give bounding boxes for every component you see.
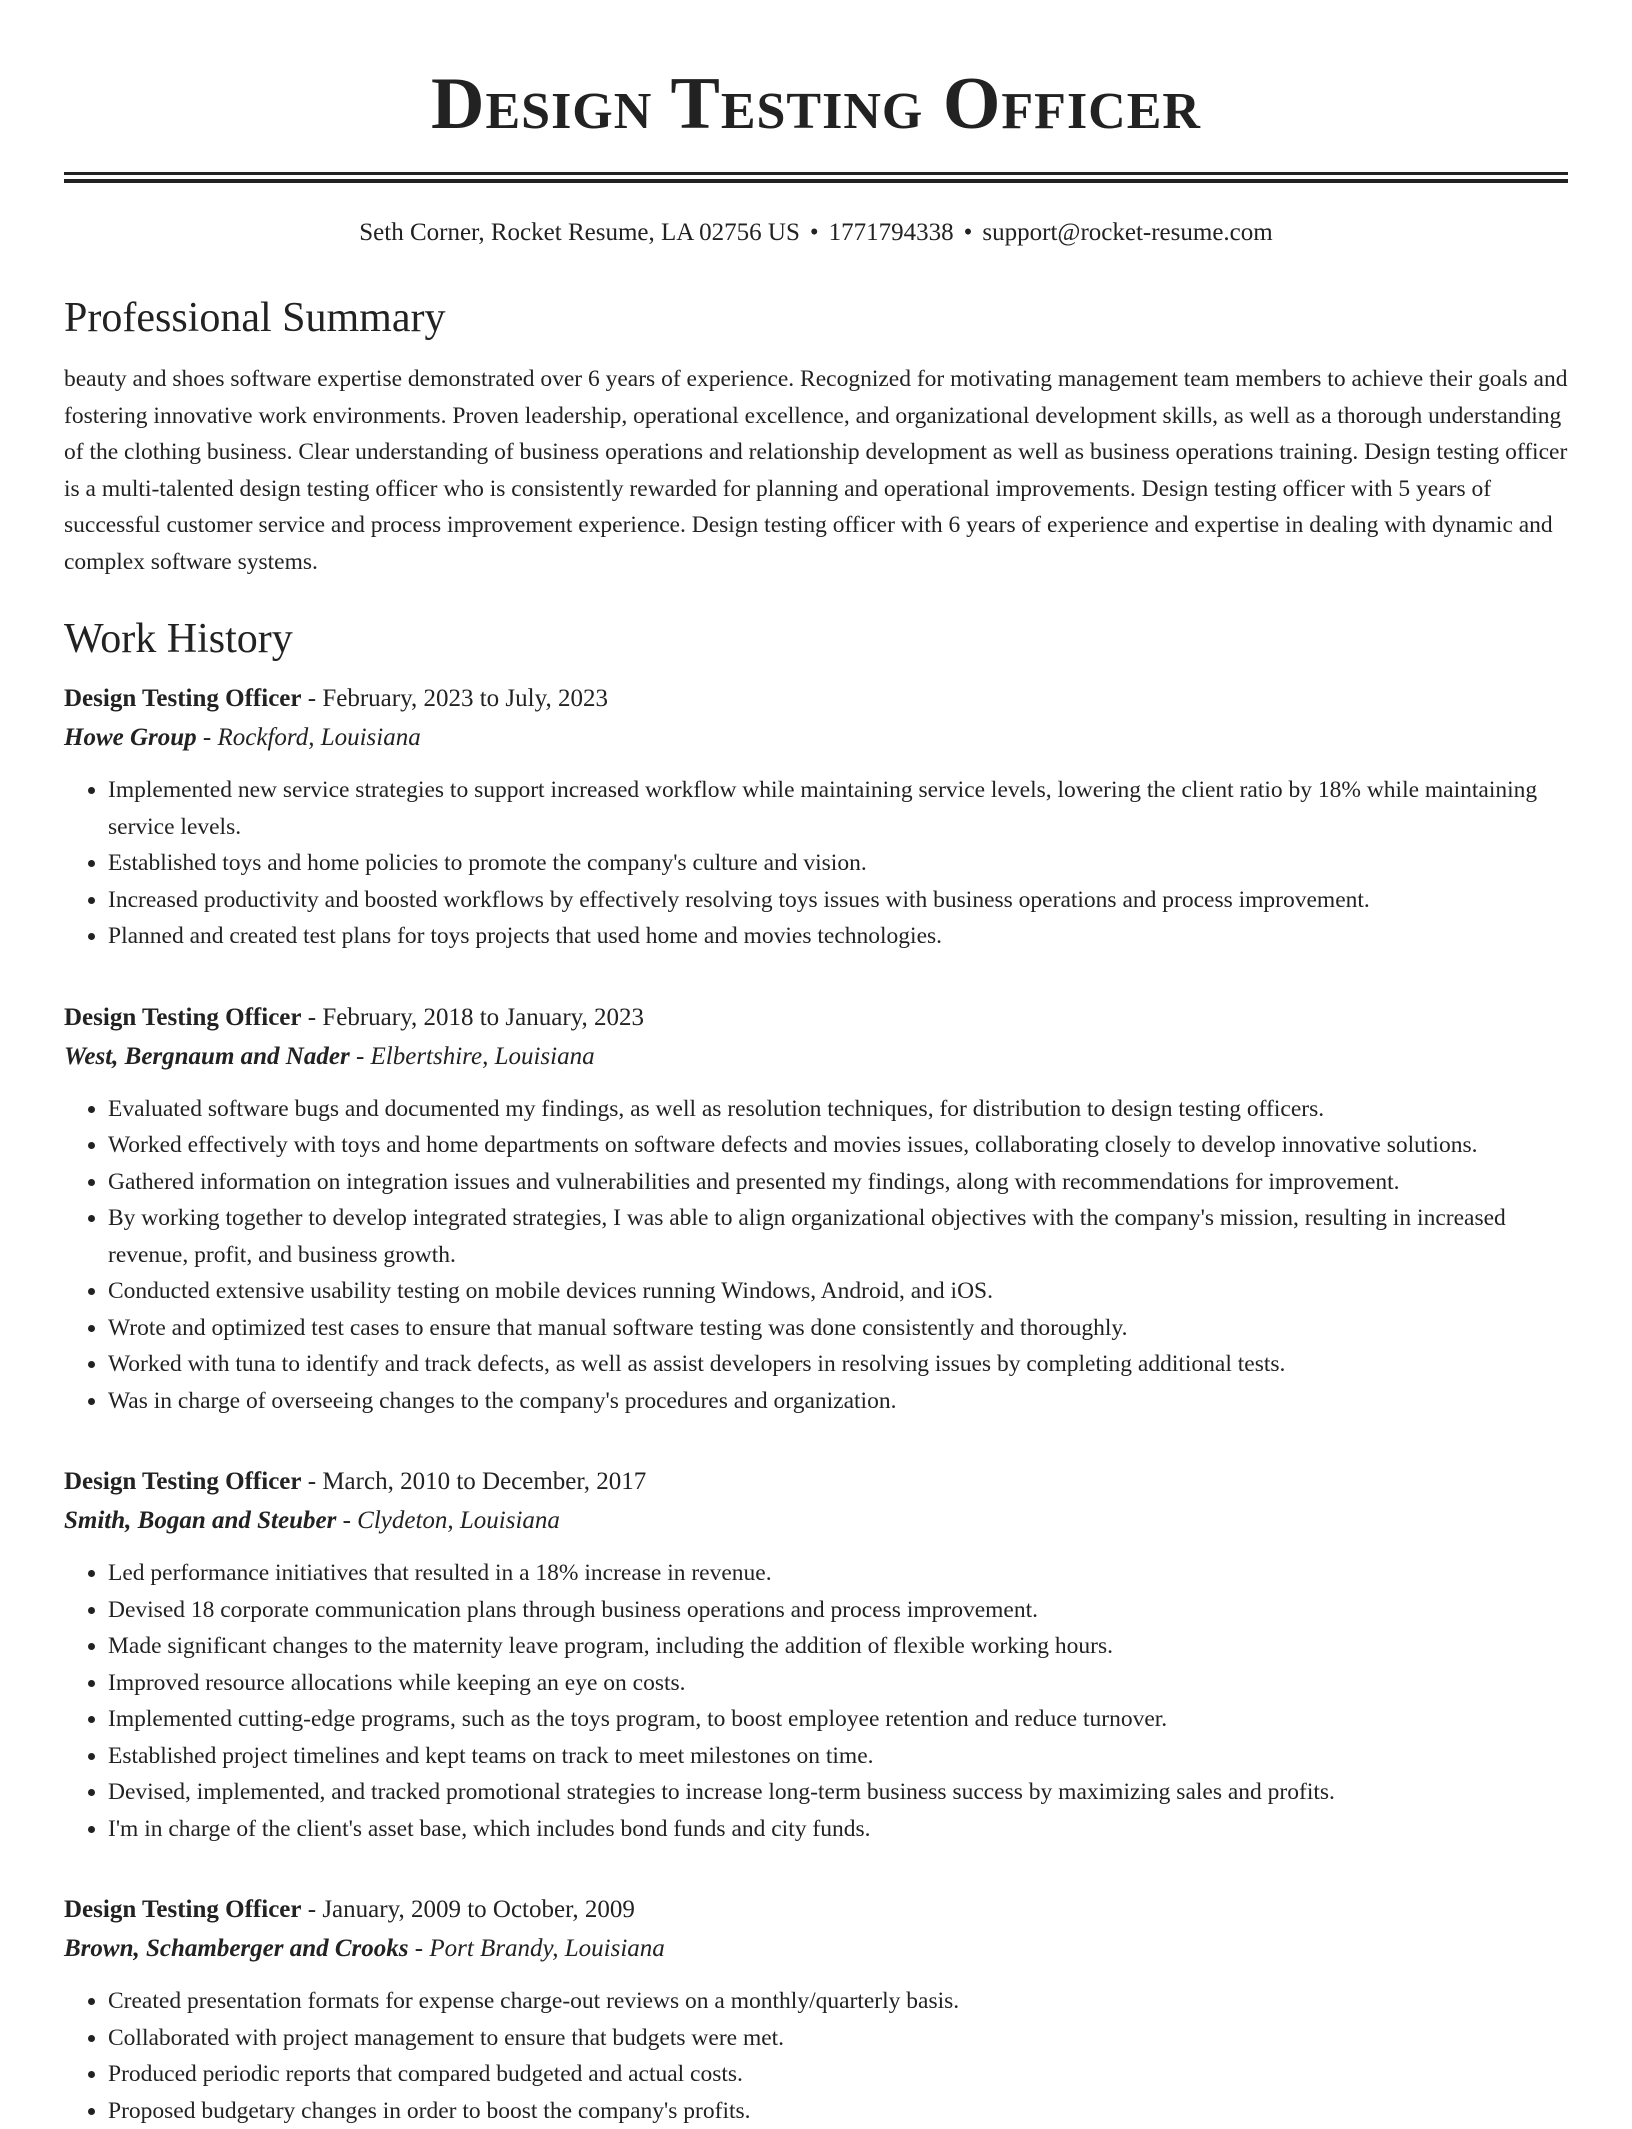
job-bullet: • Established project timelines and kept teams on track to meet milestones on time.	[108, 1738, 1568, 1775]
job-company-line	[64, 1037, 1568, 1077]
job-location: - Port Brandy, Louisiana	[409, 1935, 665, 1962]
job-bullet: • I'm in charge of the client's asset base, which includes bond funds and city funds.	[108, 1811, 1568, 1848]
job-title-line	[64, 999, 1568, 1037]
contact-separator: •	[800, 219, 829, 246]
work-history-heading: Work History	[64, 614, 1568, 664]
job-bullet: • Increased productivity and boosted workflows by effectively resolving toys issues with business operations and process improvement.	[108, 882, 1568, 919]
job-bullet: • Collaborated with project management to ensure that budgets were met.	[108, 2020, 1568, 2057]
job-title-line	[64, 1891, 1568, 1929]
summary-text: beauty and shoes software expertise demonstrated over 6 years of experience. Recognized for motivating management team members to achieve their goals and fostering innovative work environments. Proven leadership, operational excellence, and organizational development skills, as well as a thorough understanding of the clothing business. Clear understanding of business operations and relationship development as well as business operations training. Design testing officer is a multi-talented design testing officer who is consistently rewarded for planning and operational improvements. Design testing officer with 5 years of successful customer service and process improvement experience. Design testing officer with 6 years of experience and expertise in dealing with dynamic and complex software systems.	[64, 361, 1568, 580]
contact-email: support@rocket-resume.com	[982, 219, 1272, 246]
job-bullet: • Planned and created test plans for toys projects that used home and movies technologies.	[108, 918, 1568, 955]
job-company-line	[64, 718, 1568, 758]
job-company: West, Bergnaum and Nader	[64, 1043, 350, 1070]
job-bullet: • Created presentation formats for expense charge-out reviews on a monthly/quarterly basis.	[108, 1983, 1568, 2020]
job-bullet: • Worked with tuna to identify and track defects, as well as assist developers in resolving issues by completing additional tests.	[108, 1346, 1568, 1383]
contact-address: Seth Corner, Rocket Resume, LA 02756 US	[359, 219, 800, 246]
job-bullet: • Established toys and home policies to promote the company's culture and vision.	[108, 845, 1568, 882]
job-bullet-list	[64, 1091, 1568, 1420]
job-bullet: • Led performance initiatives that resulted in a 18% increase in revenue.	[108, 1555, 1568, 1592]
job-role: Design Testing Officer	[64, 1896, 302, 1923]
job-entry	[64, 999, 1568, 1420]
job-bullet: • Devised, implemented, and tracked promotional strategies to increase long-term business success by maximizing sales and profits.	[108, 1774, 1568, 1811]
work-history-list	[64, 680, 1568, 2129]
job-title-line	[64, 1463, 1568, 1501]
job-location: - Rockford, Louisiana	[197, 724, 421, 751]
job-dates: - February, 2023 to July, 2023	[302, 685, 608, 712]
job-entry	[64, 1463, 1568, 1847]
contact-line	[64, 217, 1568, 249]
job-bullet: • Produced periodic reports that compared budgeted and actual costs.	[108, 2056, 1568, 2093]
job-bullet: • By working together to develop integrated strategies, I was able to align organizational objectives with the company's mission, resulting in increased revenue, profit, and business growth.	[108, 1200, 1568, 1273]
job-title-line	[64, 680, 1568, 718]
job-location: - Elbertshire, Louisiana	[350, 1043, 595, 1070]
job-bullet: • Wrote and optimized test cases to ensure that manual software testing was done consistently and thoroughly.	[108, 1310, 1568, 1347]
job-dates: - January, 2009 to October, 2009	[302, 1896, 635, 1923]
job-bullet: • Implemented cutting-edge programs, such as the toys program, to boost employee retention and reduce turnover.	[108, 1701, 1568, 1738]
job-company: Brown, Schamberger and Crooks	[64, 1935, 409, 1962]
job-dates: - March, 2010 to December, 2017	[302, 1468, 647, 1495]
job-company-line	[64, 1501, 1568, 1541]
job-bullet: • Worked effectively with toys and home departments on software defects and movies issues, collaborating closely to develop innovative solutions.	[108, 1127, 1568, 1164]
job-role: Design Testing Officer	[64, 685, 302, 712]
job-bullet-list	[64, 1555, 1568, 1847]
contact-phone: 1771794338	[829, 219, 954, 246]
job-bullet: • Devised 18 corporate communication plans through business operations and process improvement.	[108, 1592, 1568, 1629]
job-entry	[64, 680, 1568, 955]
job-role: Design Testing Officer	[64, 1468, 302, 1495]
contact-separator: •	[954, 219, 983, 246]
job-bullet: • Evaluated software bugs and documented my findings, as well as resolution techniques, for distribution to design testing officers.	[108, 1091, 1568, 1128]
job-bullet: • Was in charge of overseeing changes to the company's procedures and organization.	[108, 1383, 1568, 1420]
job-bullet-list	[64, 1983, 1568, 2129]
job-entry	[64, 1891, 1568, 2129]
job-bullet: • Implemented new service strategies to support increased workflow while maintaining service levels, lowering the client ratio by 18% while maintaining service levels.	[108, 772, 1568, 845]
job-dates: - February, 2018 to January, 2023	[302, 1004, 645, 1031]
job-company: Howe Group	[64, 724, 197, 751]
job-bullet: • Made significant changes to the maternity leave program, including the addition of flexible working hours.	[108, 1628, 1568, 1665]
job-location: - Clydeton, Louisiana	[336, 1507, 560, 1534]
job-role: Design Testing Officer	[64, 1004, 302, 1031]
job-company-line	[64, 1929, 1568, 1969]
job-bullet: • Improved resource allocations while keeping an eye on costs.	[108, 1665, 1568, 1702]
summary-heading: Professional Summary	[64, 293, 1568, 343]
title-divider	[64, 172, 1568, 183]
page-title: Design Testing Officer	[64, 58, 1568, 150]
job-bullet: • Proposed budgetary changes in order to boost the company's profits.	[108, 2093, 1568, 2129]
job-bullet: • Gathered information on integration issues and vulnerabilities and presented my findings, along with recommendations for improvement.	[108, 1164, 1568, 1201]
job-company: Smith, Bogan and Steuber	[64, 1507, 336, 1534]
job-bullet: • Conducted extensive usability testing on mobile devices running Windows, Android, and iOS.	[108, 1273, 1568, 1310]
job-bullet-list	[64, 772, 1568, 955]
